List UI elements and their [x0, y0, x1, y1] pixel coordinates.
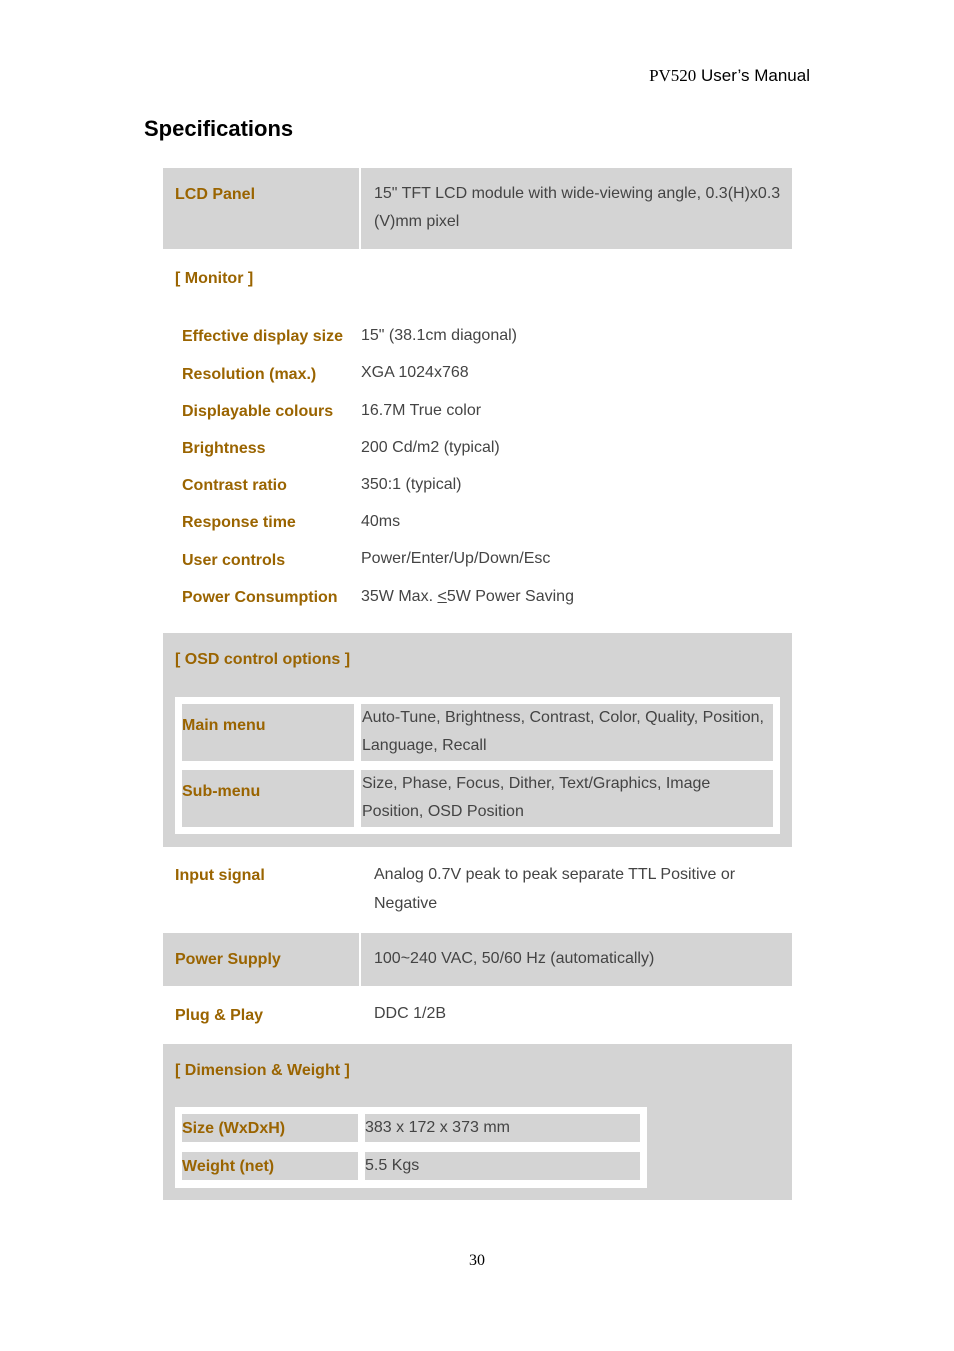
spec-value-response-time: 40ms	[361, 513, 401, 530]
input-signal-label: Input signal	[175, 867, 265, 884]
power-supply-value: 100~240 VAC, 50/60 Hz (automatically)	[374, 950, 655, 967]
weight-label-cell	[182, 1152, 358, 1180]
spec-value-power-consumption	[361, 583, 574, 611]
power-consumption-less-than: <	[437, 588, 447, 605]
plug-play-value: DDC 1/2B	[374, 1005, 447, 1022]
column-divider	[359, 168, 361, 249]
manual-title: User’s Manual	[696, 66, 810, 85]
page-header	[649, 66, 810, 86]
dimension-heading: [ Dimension & Weight ]	[175, 1062, 350, 1079]
monitor-heading: [ Monitor ]	[175, 270, 254, 287]
osd-sub-menu-value-cell	[361, 770, 773, 827]
lcd-panel-row	[163, 168, 792, 249]
spec-label-displayable-colours: Displayable colours	[182, 403, 334, 420]
osd-main-menu-label: Main menu	[182, 717, 266, 734]
spec-label-effective-display-size: Effective display size	[182, 328, 343, 345]
spec-value-displayable-colours: 16.7M True color	[361, 402, 482, 419]
spec-value-brightness: 200 Cd/m2 (typical)	[361, 439, 500, 456]
power-supply-label: Power Supply	[175, 951, 281, 968]
lcd-panel-value-line1: 15" TFT LCD module with wide-viewing angle, 0.3(H)x0.3	[374, 185, 781, 202]
lcd-panel-value-line2: (V)mm pixel	[374, 213, 460, 230]
column-divider	[359, 933, 361, 986]
model-name: PV520	[649, 66, 697, 85]
spec-label-brightness: Brightness	[182, 440, 266, 457]
dimension-table	[175, 1107, 647, 1188]
spec-value-effective-display-size: 15" (38.1cm diagonal)	[361, 327, 517, 344]
spec-label-contrast-ratio: Contrast ratio	[182, 477, 287, 494]
power-supply-row	[163, 933, 792, 986]
osd-sub-menu-value-line2: Position, OSD Position	[362, 803, 524, 820]
plug-play-label: Plug & Play	[175, 1007, 264, 1024]
spec-value-user-controls: Power/Enter/Up/Down/Esc	[361, 550, 551, 567]
spec-value-resolution: XGA 1024x768	[361, 364, 469, 381]
input-signal-value-line1: Analog 0.7V peak to peak separate TTL Positive or	[374, 866, 736, 883]
spec-label-user-controls: User controls	[182, 552, 286, 569]
spec-label-response-time: Response time	[182, 514, 296, 531]
size-value: 383 x 172 x 373 mm	[365, 1119, 510, 1136]
osd-main-menu-value-line2: Language, Recall	[362, 737, 487, 754]
osd-sub-menu-value-line1: Size, Phase, Focus, Dither, Text/Graphics, Image	[362, 775, 711, 792]
spec-label-resolution: Resolution (max.)	[182, 366, 317, 383]
size-label-cell	[182, 1114, 358, 1142]
spec-label-power-consumption: Power Consumption	[182, 589, 338, 606]
size-label: Size (WxDxH)	[182, 1120, 286, 1137]
page-title: Specifications	[144, 116, 294, 141]
osd-table	[175, 697, 780, 834]
osd-sub-menu-label: Sub-menu	[182, 783, 261, 800]
weight-label: Weight (net)	[182, 1158, 275, 1175]
osd-main-menu-value-line1: Auto-Tune, Brightness, Contrast, Color, Quality, Position,	[362, 709, 764, 726]
lcd-panel-label: LCD Panel	[175, 186, 256, 203]
size-value-cell	[365, 1114, 640, 1142]
osd-sub-menu-label-cell	[182, 770, 354, 827]
power-consumption-suffix: 5W Power Saving	[446, 588, 574, 605]
input-signal-value-line2: Negative	[374, 895, 438, 912]
osd-heading: [ OSD control options ]	[175, 651, 351, 668]
osd-main-menu-value-cell	[361, 704, 773, 761]
weight-value: 5.5 Kgs	[365, 1157, 420, 1174]
spec-value-contrast-ratio: 350:1 (typical)	[361, 476, 462, 493]
osd-main-menu-label-cell	[182, 704, 354, 761]
weight-value-cell	[365, 1152, 640, 1180]
power-consumption-prefix: 35W Max.	[361, 588, 438, 605]
page-number: 30	[469, 1252, 485, 1269]
